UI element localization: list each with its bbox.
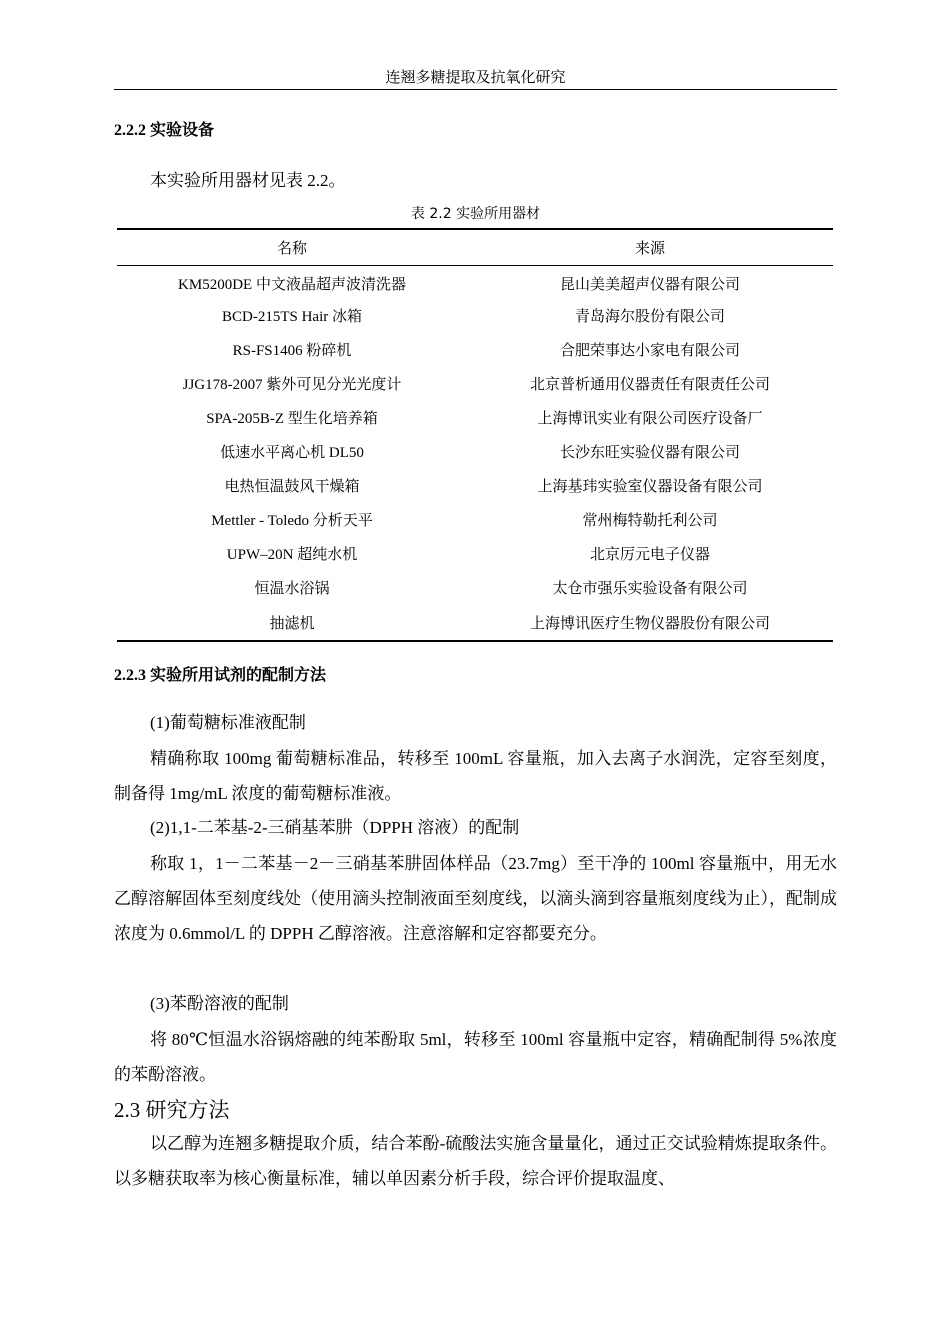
cell-equipment-source: 青岛海尔股份有限公司 — [574, 308, 725, 325]
item1-title: (1)葡萄糖标准液配制 — [150, 713, 306, 732]
running-header: 连翘多糖提取及抗氧化研究 — [385, 70, 566, 86]
item2-title: (2)1,1-二苯基-2-三硝基苯肼（DPPH 溶液）的配制 — [150, 818, 520, 837]
cell-equipment-source: 上海博讯医疗生物仪器股份有限公司 — [467, 604, 833, 641]
table-row — [117, 502, 833, 536]
table-row — [117, 332, 833, 366]
table-row — [117, 468, 833, 502]
cell-equipment-name: JJG178-2007 紫外可见分光光度计 — [182, 376, 402, 393]
cell-equipment-source: 昆山美美超声仪器有限公司 — [559, 276, 740, 293]
table-row — [117, 266, 833, 299]
column-header-source: 来源 — [467, 229, 833, 266]
cell-equipment-source: 常州梅特勒托利公司 — [582, 512, 718, 529]
cell-equipment-source: 上海基玮实验室仪器设备有限公司 — [537, 478, 763, 495]
cell-equipment-source: 上海博讯实业有限公司医疗设备厂 — [537, 410, 763, 427]
equipment-table — [117, 228, 833, 642]
table-body — [117, 266, 833, 642]
cell-equipment-name: 恒温水浴锅 — [254, 580, 330, 597]
section-heading-2-2-2: 2.2.2 实验设备 — [114, 122, 215, 139]
header-rule — [114, 89, 837, 90]
cell-equipment-name: KM5200DE 中文液晶超声波清洗器 — [178, 276, 406, 293]
cell-equipment-name: 抽滤机 — [117, 604, 467, 641]
cell-equipment-name: 低速水平离心机 DL50 — [220, 444, 364, 461]
section-heading-2-3: 2.3 研究方法 — [114, 1098, 230, 1122]
table-row — [117, 366, 833, 400]
column-header-name: 名称 — [117, 229, 467, 266]
section-2-3-text: 以乙醇为连翘多糖提取介质，结合苯酚-硫酸法实施含量量化，通过正交试验精炼提取条件。以多糖获取率为核心衡量标准，辅以单因素分析手段，综合评价提取温度、 — [114, 1134, 837, 1188]
table-row — [117, 434, 833, 468]
cell-equipment-name: 电热恒温鼓风干燥箱 — [224, 478, 360, 495]
section-intro: 本实验所用器材见表 2.2。 — [150, 171, 346, 190]
item3-title: (3)苯酚溶液的配制 — [150, 994, 289, 1013]
item1-text: 精确称取 100mg 葡萄糖标准品，转移至 100mL 容量瓶，加入去离子水润洗，定容至刻度，制备得 1mg/mL 浓度的葡萄糖标准液。 — [114, 749, 837, 803]
cell-equipment-source: 长沙东旺实验仪器有限公司 — [559, 444, 740, 461]
section-heading-2-2-3: 2.2.3 实验所用试剂的配制方法 — [114, 667, 327, 684]
item3-text: 将 80℃恒温水浴锅熔融的纯苯酚取 5ml，转移至 100ml 容量瓶中定容，精确配制得 5%浓度的苯酚溶液。 — [114, 1030, 837, 1084]
cell-equipment-source: 北京厉元电子仪器 — [589, 546, 710, 563]
table-row — [117, 570, 833, 604]
cell-equipment-name: UPW–20N 超纯水机 — [226, 546, 358, 563]
cell-equipment-name: BCD-215TS Hair 冰箱 — [222, 308, 362, 325]
table-row — [117, 400, 833, 434]
table-caption: 表 2.2 实验所用器材 — [410, 206, 541, 222]
table-header-row — [117, 229, 833, 266]
table-row — [117, 536, 833, 570]
cell-equipment-name: SPA-205B-Z 型生化培养箱 — [206, 410, 378, 427]
cell-equipment-name: RS-FS1406 粉碎机 — [232, 342, 352, 359]
cell-equipment-source: 太仓市强乐实验设备有限公司 — [552, 580, 748, 597]
cell-equipment-name: Mettler - Toledo 分析天平 — [211, 512, 373, 529]
item2-text: 称取 1，1－二苯基－2－三硝基苯肼固体样品（23.7mg）至干净的 100ml 容量瓶中，用无水乙醇溶解固体至刻度线处（使用滴头控制液面至刻度线，以滴头滴到容量瓶刻度线为止），配制成浓度为 0.6mmol/L 的 DPPH 乙醇溶液。注意溶解和定容都要充分。 — [114, 854, 837, 943]
cell-equipment-source: 北京普析通用仪器责任有限责任公司 — [529, 376, 770, 393]
cell-equipment-source: 合肥荣事达小家电有限公司 — [559, 342, 740, 359]
table-row — [117, 604, 833, 641]
table-row — [117, 298, 833, 332]
